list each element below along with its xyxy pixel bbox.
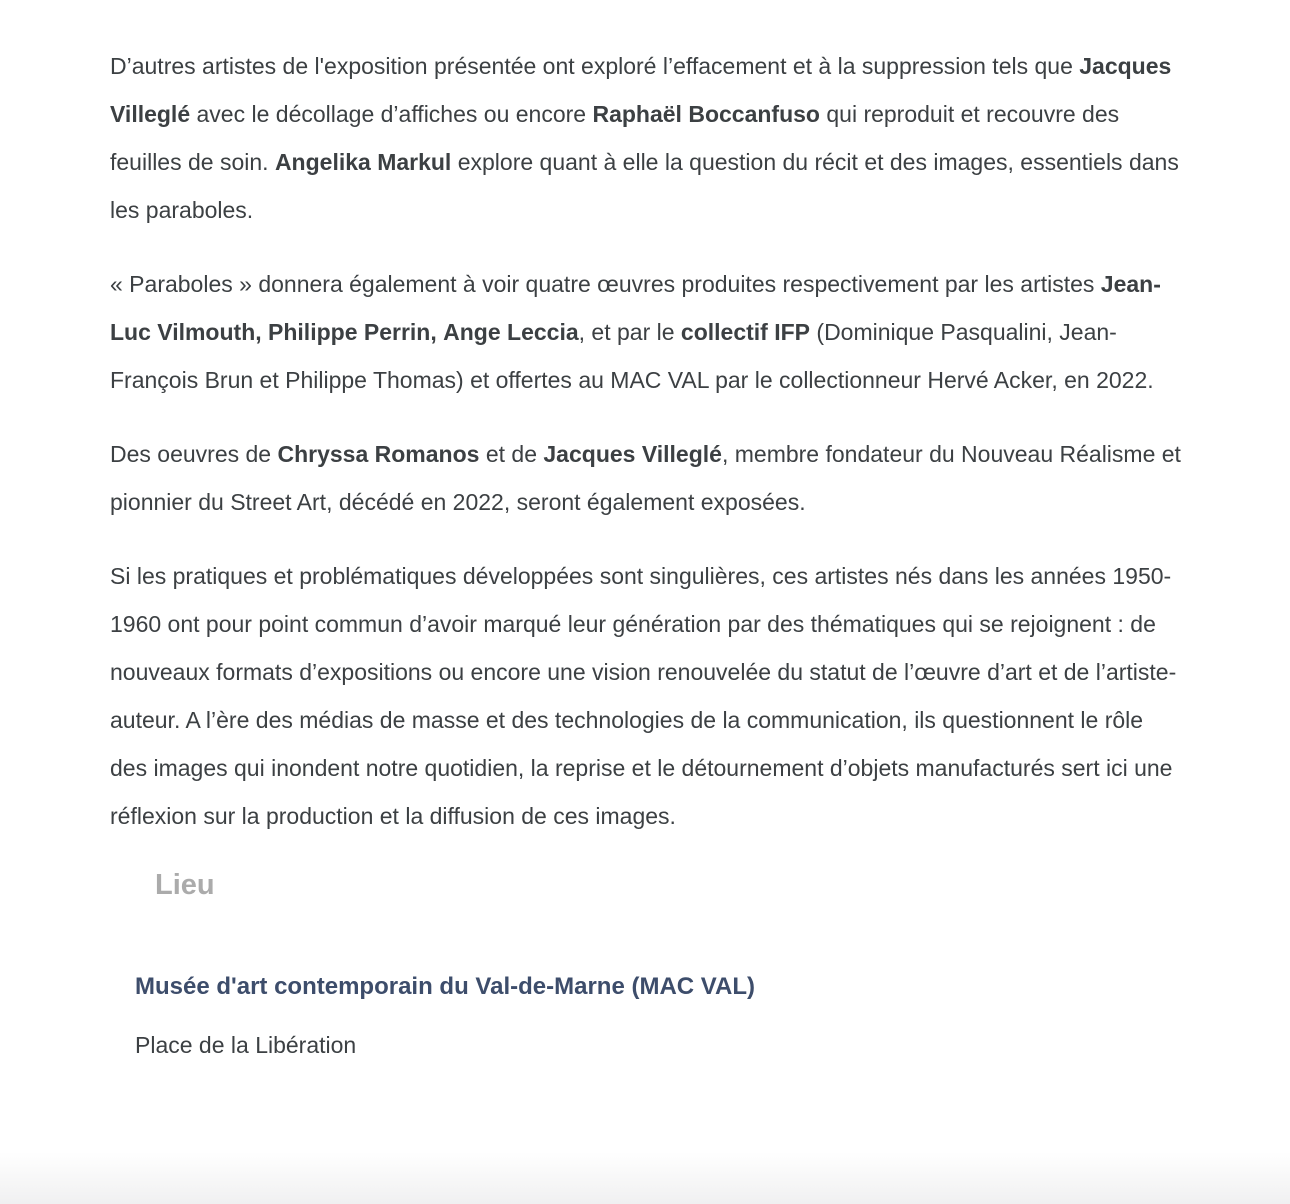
article-paragraph: Des oeuvres de Chryssa Romanos et de Jacques Villeglé, membre fondateur du Nouveau Réalisme et pionnier du Street Art, décédé en 2022, seront également exposées. bbox=[110, 441, 1181, 515]
venue-address-line: Place de la Libération bbox=[135, 1032, 357, 1058]
location-section-heading: Lieu bbox=[155, 869, 215, 901]
bottom-fade-gradient bbox=[0, 1152, 1290, 1204]
article-paragraph: « Paraboles » donnera également à voir quatre œuvres produites respectivement par les artistes Jean-Luc Vilmouth, Philippe Perrin, Ange Leccia, et par le collectif IFP (Dominique Pasqualini, Jean-François Brun et Philippe Thomas) et offertes au MAC VAL par le collectionneur Hervé Acker, en 2022. bbox=[110, 271, 1161, 393]
venue-name: Musée d'art contemporain du Val-de-Marne (MAC VAL) bbox=[135, 973, 755, 1000]
article-paragraph: Si les pratiques et problématiques développées sont singulières, ces artistes nés dans les années 1950-1960 ont pour point commun d’avoir marqué leur génération par des thématiques qui se rejoignent : de nouveaux formats d’expositions ou encore une vision renouvelée du statut de l’œuvre d’art et de l’artiste-auteur. A l’ère des médias de masse et des technologies de la communication, ils questionnent le rôle des images qui inondent notre quotidien, la reprise et le détournement d’objets manufacturés sert ici une réflexion sur la production et la diffusion de ces images. bbox=[110, 563, 1177, 829]
article-paragraph: D’autres artistes de l'exposition présentée ont exploré l’effacement et à la suppression tels que Jacques Villeglé avec le décollage d’affiches ou encore Raphaël Boccanfuso qui reproduit et recouvre des feuilles de soin. Angelika Markul explore quant à elle la question du récit et des images, essentiels dans les paraboles. bbox=[110, 53, 1179, 223]
